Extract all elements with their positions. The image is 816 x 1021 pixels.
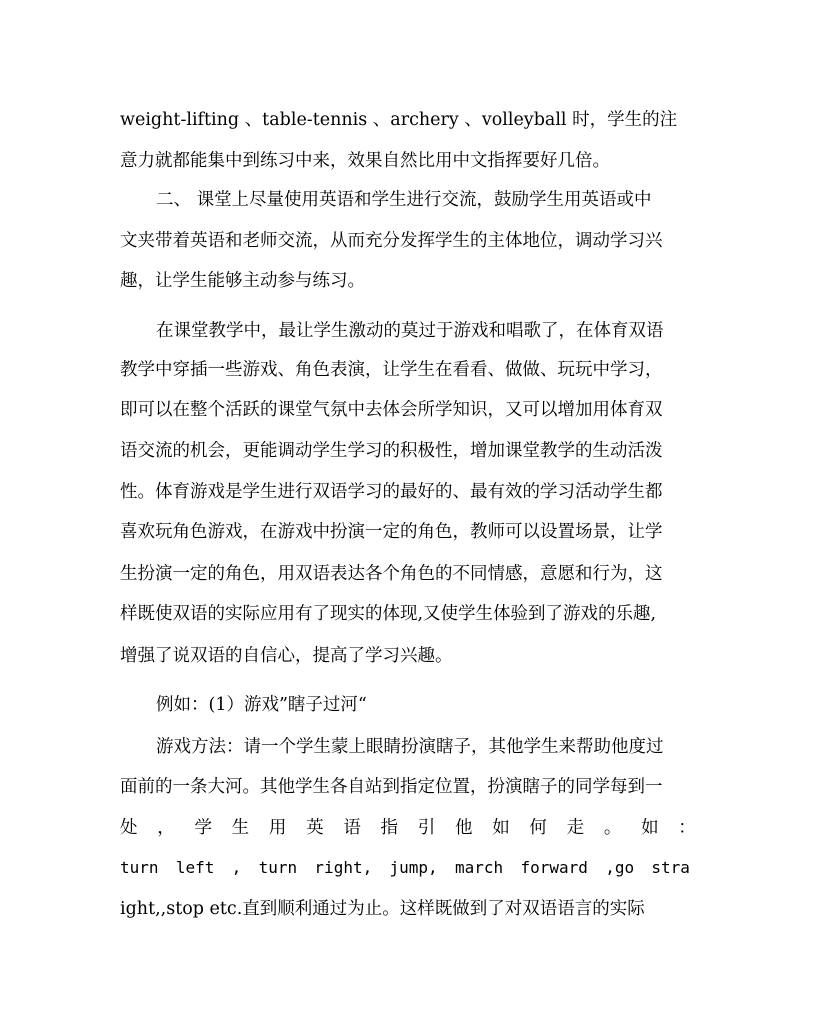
english-word: forward <box>520 858 588 877</box>
english-word: left <box>175 858 215 877</box>
text-line-16: 游戏方法：请一个学生蒙上眼睛扮演瞎子，其他学生来帮助他度过 <box>156 737 664 757</box>
english-word: stra <box>651 858 690 877</box>
spaced-char: 指 <box>380 818 399 838</box>
text-line-8: 即可以在整个活跃的课堂气氛中去体会所学知识，又可以增加用体育双 <box>120 400 663 420</box>
text-line-11: 喜欢玩角色游戏，在游戏中扮演一定的角色，教师可以设置场景，让学 <box>120 522 663 542</box>
text-line-14: 增强了说双语的自信心，提高了学习兴趣。 <box>120 646 453 666</box>
text-line-7: 教学中穿插一些游戏、角色表演，让学生在看看、做做、玩玩中学习， <box>120 360 663 380</box>
english-word: right, <box>314 858 373 877</box>
text-line-13: 样既使双语的实际应用有了现实的体现,又使学生体验到了游戏的乐趣, <box>120 604 657 624</box>
text-line-20: ight,,stop etc.直到顺利通过为止。这样既做到了对双语语言的实际 <box>120 899 645 919</box>
english-word: turn <box>120 858 159 877</box>
text-line-15: 例如：(1）游戏”瞎子过河“ <box>156 695 367 715</box>
text-line-5: 趣，让学生能够主动参与练习。 <box>120 271 365 291</box>
text-line-4: 文夹带着英语和老师交流，从而充分发挥学生的主体地位，调动学习兴 <box>120 231 663 251</box>
spaced-char: ， <box>157 818 175 838</box>
text-line-2: 意力就都能集中到练习中来，效果自然比用中文指挥要好几倍。 <box>120 151 610 171</box>
text-line-3: 二、 课堂上尽量使用英语和学生进行交流，鼓励学生用英语或中 <box>156 190 652 210</box>
spaced-char: ： <box>678 818 696 838</box>
spaced-char: 走 <box>566 818 585 838</box>
spaced-char: 引 <box>417 818 436 838</box>
english-word: , <box>231 858 242 877</box>
english-word: ,go <box>605 858 635 877</box>
text-line-12: 生扮演一定的角色，用双语表达各个角色的不同情感，意愿和行为，这 <box>120 564 663 584</box>
spaced-char: 学 <box>194 818 212 838</box>
spaced-char: 处 <box>120 818 138 838</box>
english-word: jump, <box>389 858 438 877</box>
spaced-char: 生 <box>231 818 250 838</box>
spaced-char: 他 <box>454 818 473 838</box>
text-line-1: weight-lifting 、table-tennis 、archery 、volleyball 时，学生的注 <box>120 110 678 130</box>
text-line-17: 面前的一条大河。其他学生各自站到指定位置，扮演瞎子的同学每到一 <box>120 777 663 797</box>
spaced-char: 如 <box>492 818 510 838</box>
text-line-10: 性。体育游戏是学生进行双语学习的最好的、最有效的学习活动学生都 <box>120 482 663 502</box>
text-line-19-english <box>120 857 690 879</box>
spaced-char: 英 <box>306 818 324 838</box>
spaced-char: 语 <box>343 818 361 838</box>
text-line-18-spaced <box>120 817 696 839</box>
spaced-char: 何 <box>529 818 547 838</box>
english-word: march <box>454 858 504 877</box>
text-line-9: 语交流的机会，更能调动学生学习的积极性，增加课堂教学的生动活泼 <box>120 441 663 461</box>
spaced-char: 如 <box>641 818 659 838</box>
spaced-char: 。 <box>603 818 622 838</box>
spaced-char: 用 <box>268 818 287 838</box>
text-line-6: 在课堂教学中，最让学生激动的莫过于游戏和唱歌了，在体育双语 <box>156 321 664 341</box>
english-word: turn <box>258 858 298 877</box>
